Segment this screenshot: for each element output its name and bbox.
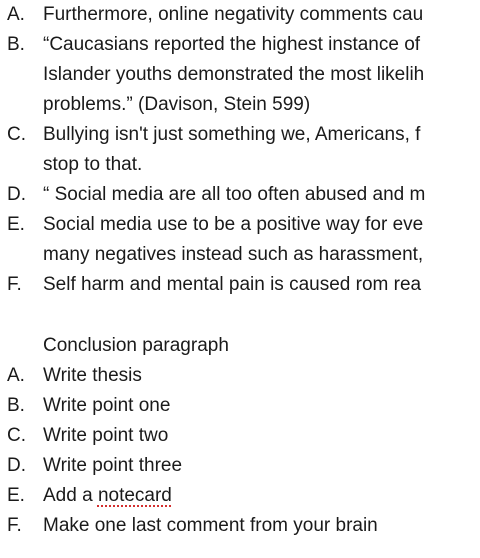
list-marker: E. bbox=[7, 214, 25, 235]
list-item-text[interactable]: “ Social media are all too often abused and m bbox=[43, 184, 426, 205]
spellcheck-flagged-word[interactable]: notecard bbox=[97, 485, 172, 506]
list-item-text[interactable]: “Caucasians reported the highest instance of bbox=[43, 34, 421, 55]
list-item-text[interactable] bbox=[43, 481, 172, 511]
list-marker: D. bbox=[7, 184, 26, 205]
list-item-text[interactable]: Islander youths demonstrated the most likelih bbox=[43, 64, 425, 85]
list-item-text[interactable]: Write thesis bbox=[43, 365, 142, 386]
list-item-text[interactable]: stop to that. bbox=[43, 154, 143, 175]
list-item-text[interactable]: Furthermore, online negativity comments cau bbox=[43, 4, 424, 25]
list-item-text[interactable]: problems.” (Davison, Stein 599) bbox=[43, 94, 311, 115]
list-item-text[interactable]: Write point one bbox=[43, 395, 171, 416]
list-marker: F. bbox=[7, 274, 22, 295]
list-item-text[interactable]: many negatives instead such as harassment, bbox=[43, 244, 424, 265]
list-item-text[interactable]: Write point three bbox=[43, 455, 183, 476]
list-marker: D. bbox=[7, 455, 26, 476]
list-item-text[interactable]: Make one last comment from your brain bbox=[43, 515, 378, 536]
conclusion-heading[interactable]: Conclusion paragraph bbox=[43, 335, 229, 356]
list-marker: B. bbox=[7, 34, 25, 55]
list-item-text[interactable]: Social media use to be a positive way for eve bbox=[43, 214, 424, 235]
list-item-text[interactable]: Self harm and mental pain is caused rom rea bbox=[43, 274, 422, 295]
list-marker: A. bbox=[7, 365, 25, 386]
list-marker: E. bbox=[7, 485, 25, 506]
list-marker: B. bbox=[7, 395, 25, 416]
list-item-text[interactable]: Write point two bbox=[43, 425, 169, 446]
list-item-text[interactable]: Bullying isn't just something we, Americans, f bbox=[43, 124, 421, 145]
list-marker: F. bbox=[7, 515, 22, 536]
list-marker: A. bbox=[7, 4, 25, 25]
list-marker: C. bbox=[7, 124, 26, 145]
list-marker: C. bbox=[7, 425, 26, 446]
list-item-text-plain: Add a bbox=[43, 485, 98, 506]
